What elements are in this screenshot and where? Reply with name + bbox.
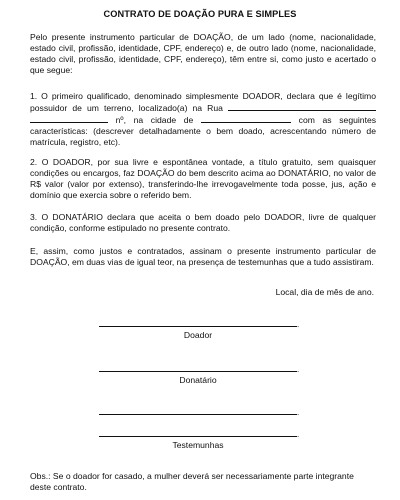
signature-line-end-mark: . xyxy=(297,365,300,374)
clause-1 xyxy=(30,91,376,148)
place-date: Local, dia de mês de ano. xyxy=(275,287,374,297)
signature-label-donatario: Donatário xyxy=(179,375,217,385)
clause-1-text-c: com as seguintes características: (descrever detalhadamente o bem doado, acrescentando número de matrícula, registro, etc). xyxy=(30,115,377,147)
signature-label-testemunhas: Testemunhas xyxy=(172,440,224,450)
closing-paragraph: E, assim, como justos e contratados, assinam o presente instrumento particular de DOAÇÃO, em duas vias de igual teor, na presença de testemunhas que a tudo assistiram. xyxy=(30,246,376,267)
signature-line-end-mark: . xyxy=(297,408,300,417)
signature-line-witness-2 xyxy=(99,436,297,437)
clause-3: 3. O DONATÁRIO declara que aceita o bem doado pelo DOADOR, livre de qualquer condição, conforme estipulado no presente contrato. xyxy=(30,212,376,233)
signature-label-doador: Doador xyxy=(183,330,213,340)
clause-1-text-a: 1. O primeiro qualificado, denominado simplesmente DOADOR, declara que é legítimo possuidor de um terreno, localizado(a) na Rua xyxy=(30,91,376,113)
signature-line-doador xyxy=(99,326,297,327)
blank-street-field xyxy=(228,102,376,111)
blank-city-field xyxy=(201,114,291,123)
clause-2: 2. O DOADOR, por sua livre e espontânea vontade, a título gratuito, sem quaisquer condições ou encargos, faz DOAÇÃO do bem descrito acima ao DONATÁRIO, no valor de R$ valor (valor por extenso), transferindo-lhe irrevogavelmente toda posse, jus, ação e domínio que exercia sobre o referido bem. xyxy=(30,157,376,200)
paragraph-intro: Pelo presente instrumento particular de DOAÇÃO, de um lado (nome, nacionalidade, estado civil, profissão, identidade, CPF, endereço) e, de outro lado (nome, nacionalidade, estado civil, profissão, identidade, CPF, endereço), têm entre si, como justo e acertado o que segue: xyxy=(30,32,376,75)
blank-number-field xyxy=(30,114,108,123)
signature-line-witness-1 xyxy=(99,414,297,415)
observation-note: Obs.: Se o doador for casado, a mulher deverá ser necessariamente parte integrante deste contrato. xyxy=(30,471,354,492)
signature-line-donatario xyxy=(99,371,297,372)
signature-line-end-mark: . xyxy=(297,430,300,439)
signature-line-end-mark: . xyxy=(297,320,300,329)
clause-1-text-b: nº, na cidade de xyxy=(115,115,194,125)
document-title: CONTRATO DE DOAÇÃO PURA E SIMPLES xyxy=(103,9,297,19)
